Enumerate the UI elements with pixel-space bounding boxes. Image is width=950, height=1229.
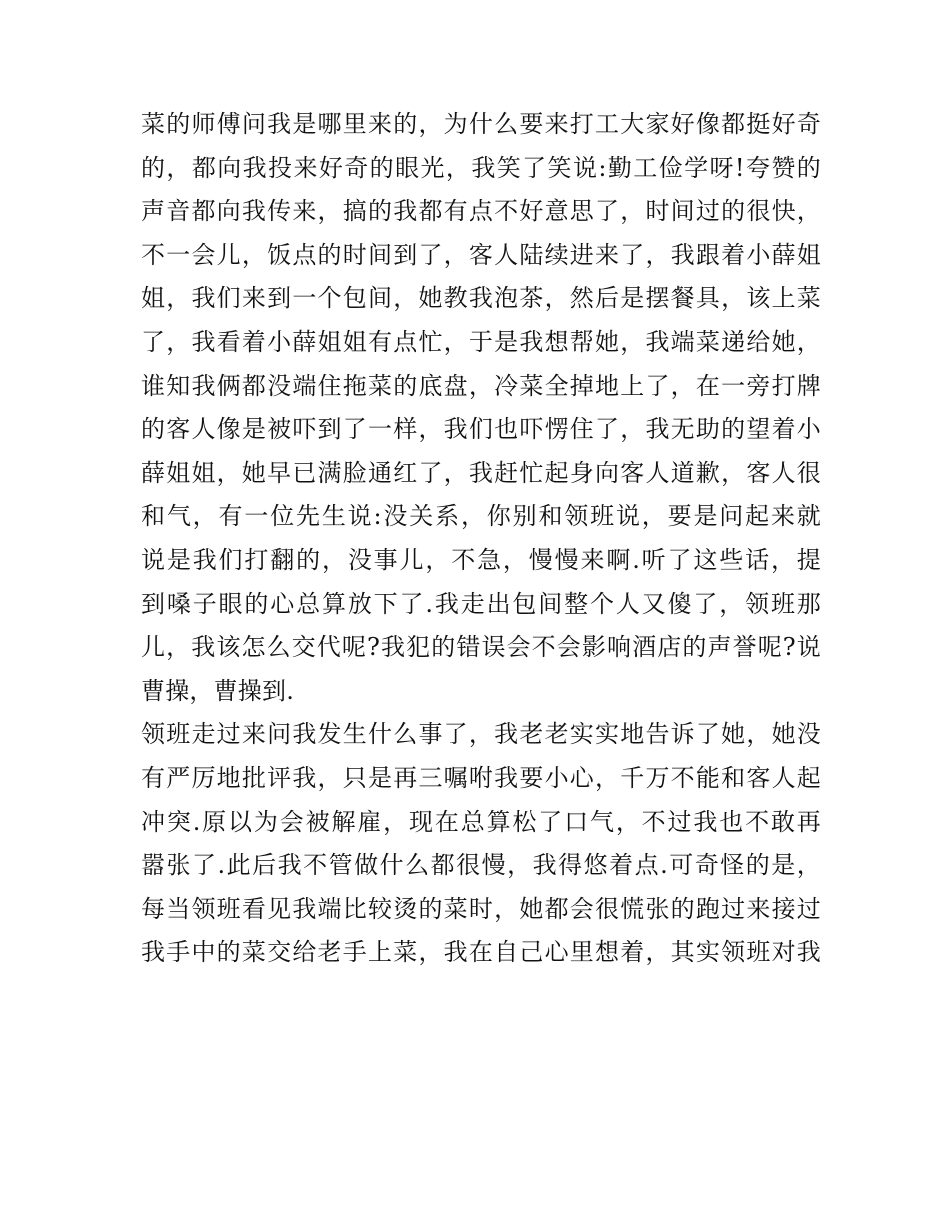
text-line: 不一会儿，饭点的时间到了，客人陆续进来了，我跟着小薛姐 <box>141 240 821 269</box>
text-line: 说是我们打翻的，没事儿，不急，慢慢来啊.听了这些话，提 <box>141 545 821 574</box>
text-line: 姐，我们来到一个包间，她教我泡茶，然后是摆餐具，该上菜 <box>141 284 821 313</box>
text-line: 嚣张了.此后我不管做什么都很慢，我得悠着点.可奇怪的是， <box>141 851 821 880</box>
text-line: 的客人像是被吓到了一样，我们也吓愣住了，我无助的望着小 <box>141 415 821 444</box>
text-line: 薛姐姐，她早已满脸通红了，我赶忙起身向客人道歉，客人很 <box>141 458 821 487</box>
text-line: 每当领班看见我端比较烫的菜时，她都会很慌张的跑过来接过 <box>141 894 821 923</box>
text-line: 我手中的菜交给老手上菜，我在自己心里想着，其实领班对我 <box>141 938 821 967</box>
text-line: 儿，我该怎么交代呢?我犯的错误会不会影响酒店的声誉呢?说 <box>141 633 821 662</box>
text-line: 有严厉地批评我，只是再三嘱咐我要小心，千万不能和客人起 <box>141 763 821 792</box>
text-line: 的，都向我投来好奇的眼光，我笑了笑说:勤工俭学呀!夸赞的 <box>141 153 821 182</box>
text-line: 了，我看着小薛姐姐有点忙，于是我想帮她，我端菜递给她， <box>141 327 821 356</box>
body-text <box>141 103 821 975</box>
text-line: 领班走过来问我发生什么事了，我老老实实地告诉了她，她没 <box>141 720 821 749</box>
text-line: 菜的师傅问我是哪里来的，为什么要来打工大家好像都挺好奇 <box>141 110 821 138</box>
text-line: 和气，有一位先生说:没关系，你别和领班说，要是问起来就 <box>141 502 821 531</box>
text-line: 曹操，曹操到. <box>141 676 295 705</box>
text-line: 冲突.原以为会被解雇，现在总算松了口气，不过我也不敢再 <box>141 807 821 836</box>
text-line: 到嗓子眼的心总算放下了.我走出包间整个人又傻了，领班那 <box>141 589 821 618</box>
text-line: 谁知我俩都没端住拖菜的底盘，冷菜全掉地上了，在一旁打牌 <box>141 371 821 400</box>
text-line: 声音都向我传来，搞的我都有点不好意思了，时间过的很快， <box>141 197 821 226</box>
